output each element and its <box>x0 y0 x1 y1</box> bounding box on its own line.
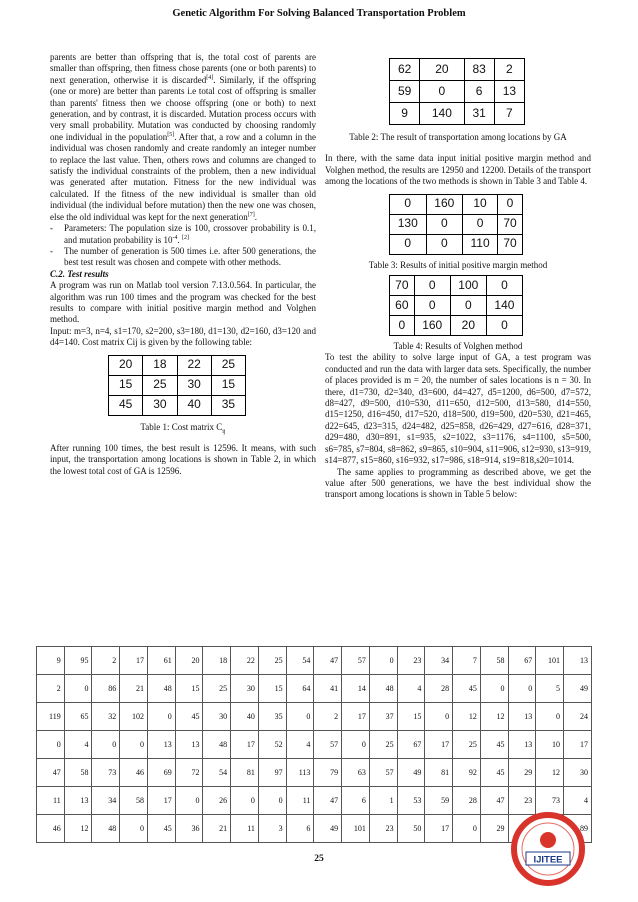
page-number: 25 <box>314 854 324 864</box>
table-row <box>109 375 246 395</box>
table-cell: 61 <box>147 647 175 675</box>
ga-result-table <box>389 58 525 125</box>
table-cell: 58 <box>120 787 148 815</box>
table-cell: 7 <box>453 647 481 675</box>
table-cell: 70 <box>498 214 523 234</box>
table-cell: 0 <box>92 731 120 759</box>
table-cell: 0 <box>231 787 259 815</box>
table-cell: 23 <box>397 647 425 675</box>
table-cell: 40 <box>177 395 211 415</box>
table-cell: 30 <box>231 675 259 703</box>
table-cell: 12 <box>453 703 481 731</box>
table-cell: 1 <box>369 787 397 815</box>
table-cell: 63 <box>342 759 370 787</box>
table-cell: 47 <box>314 787 342 815</box>
paragraph-comparison: In there, with the same data input initial positive margin method and Volghen method, the results are 12950 and 12200. Details of the transport among the locations of the two methods is shown in Table 3 and Table 4. <box>325 153 591 187</box>
table-cell: 25 <box>369 731 397 759</box>
parameters-bullet: - Parameters: The population size is 100, crossover probability is 0.1, and mutation probability is $10^{-4}$. [2] <box>50 223 316 245</box>
table-cell: 11 <box>37 787 65 815</box>
table-cell: 2 <box>494 59 524 81</box>
table-row <box>109 395 246 415</box>
table-cell: 0 <box>453 815 481 843</box>
table-cell: 0 <box>147 703 175 731</box>
paragraph-best-result: After running 100 times, the best result is 12596. It means, with such input, the transportation among locations is shown in Table 2, in which the lowest total cost of GA is 12596. <box>50 442 316 476</box>
table3-caption: Table 3: Results of initial positive margin method <box>368 259 548 270</box>
table-cell: 0 <box>342 731 370 759</box>
table-cell: 0 <box>120 815 148 843</box>
table-cell: 23 <box>508 787 536 815</box>
table-cell: 18 <box>203 647 231 675</box>
table-row <box>390 214 523 234</box>
table-cell: 17 <box>120 647 148 675</box>
cost-matrix-table <box>108 355 246 416</box>
table-cell: 45 <box>109 395 143 415</box>
svg-text:IJITEE: IJITEE <box>533 854 563 866</box>
table-cell: 160 <box>414 316 450 336</box>
table-row <box>37 815 592 843</box>
table-cell: 81 <box>425 759 453 787</box>
table-cell: 73 <box>536 787 564 815</box>
table-cell: 0 <box>390 234 427 254</box>
table-row <box>390 234 523 254</box>
table-cell: 0 <box>64 675 92 703</box>
table-cell: 28 <box>425 675 453 703</box>
table-cell: 24 <box>564 703 592 731</box>
table-cell: 25 <box>453 731 481 759</box>
table-cell: 31 <box>464 103 494 125</box>
table-cell: 30 <box>203 703 231 731</box>
table-cell: 64 <box>286 675 314 703</box>
table-cell: 97 <box>258 759 286 787</box>
volghen-table <box>389 275 523 336</box>
table-cell: 0 <box>414 276 450 296</box>
table-cell: 37 <box>369 703 397 731</box>
table-cell: 17 <box>425 731 453 759</box>
table-cell: 0 <box>425 703 453 731</box>
table-cell: 26 <box>203 787 231 815</box>
paragraph-genetic-operators: parents are better than offspring that is, the total cost of parents are smaller than offspring, then fitness chose parents (one or both parents) to next generation, otherwise it is discarded[4]. Similarly, if the offspring (one or more) are better than parents i.e total cost of offspring is smaller than parents' fitness then we choose offspring (one or both) to next generation, and by contrast, it is discarded. Mutation process occurs with very small probability. Mutation was conducted by choosing randomly one individual in the population[5]. After that, a row and a column in the individual was chosen randomly and create randomly an integer number to replace the last value. Then, others rows and columns are changed to satisfy the individual constraints of the problem, then a new individual was generated after mutation. Fitness for the new individual was calculated. If the fitness of the new individual is smaller than old individual (the individual before mutation) then the new one was chosen, else the old individual was kept for the next generation[7]. <box>50 52 316 222</box>
table-cell: 48 <box>147 675 175 703</box>
table-cell: 48 <box>92 815 120 843</box>
table-cell: 59 <box>425 787 453 815</box>
table-cell: 4 <box>564 787 592 815</box>
table-row <box>390 316 523 336</box>
table-cell: 17 <box>425 815 453 843</box>
table-cell: 57 <box>342 647 370 675</box>
table-cell: 3 <box>258 815 286 843</box>
table-cell: 53 <box>397 787 425 815</box>
table-cell: 92 <box>453 759 481 787</box>
table-cell: 0 <box>420 81 464 103</box>
table-cell: 89 <box>564 815 592 843</box>
table-cell: 11 <box>286 787 314 815</box>
table-cell: 13 <box>175 731 203 759</box>
table-cell: 34 <box>92 787 120 815</box>
table-cell: 5 <box>536 675 564 703</box>
table-cell: 65 <box>64 703 92 731</box>
table-cell: 32 <box>92 703 120 731</box>
table-cell: 21 <box>203 815 231 843</box>
table-cell: 10 <box>536 731 564 759</box>
table-cell: 13 <box>494 81 524 103</box>
table-cell: 72 <box>175 759 203 787</box>
table-cell: 22 <box>231 647 259 675</box>
table-cell: 13 <box>508 703 536 731</box>
table-cell: 70 <box>390 276 415 296</box>
table-cell: 49 <box>397 759 425 787</box>
table-cell: 7 <box>494 103 524 125</box>
table-cell: 0 <box>369 647 397 675</box>
table-cell: 15 <box>397 703 425 731</box>
table-cell: 15 <box>258 675 286 703</box>
table-cell: 45 <box>453 675 481 703</box>
positive-margin-table <box>389 194 523 255</box>
table2-caption: Table 2: The result of transportation among locations by GA <box>349 132 567 142</box>
table-cell: 54 <box>203 759 231 787</box>
table-row <box>37 731 592 759</box>
table-cell: 46 <box>120 759 148 787</box>
table-cell: 45 <box>480 759 508 787</box>
table-row <box>37 787 592 815</box>
table-cell: 9 <box>390 103 420 125</box>
table-cell: 95 <box>64 647 92 675</box>
table-cell: 113 <box>286 759 314 787</box>
best-individual-table <box>36 646 592 843</box>
running-header: Genetic Algorithm For Solving Balanced Transportation Problem <box>172 8 466 19</box>
table-cell: 140 <box>486 296 522 316</box>
table-cell: 25 <box>143 375 177 395</box>
table-cell: 59 <box>390 81 420 103</box>
table-cell: 0 <box>258 787 286 815</box>
table-cell: 36 <box>175 815 203 843</box>
table-cell: 47 <box>37 759 65 787</box>
table-cell: 0 <box>426 234 463 254</box>
table-row <box>37 703 592 731</box>
table-cell: 22 <box>177 355 211 375</box>
table-cell: 0 <box>508 675 536 703</box>
left-column <box>50 52 316 477</box>
table-cell: 49 <box>564 675 592 703</box>
table-cell: 15 <box>109 375 143 395</box>
table-cell: 0 <box>286 703 314 731</box>
table-cell: 34 <box>425 647 453 675</box>
table-cell: 35 <box>258 703 286 731</box>
table-cell: 25 <box>203 675 231 703</box>
table-cell: 57 <box>369 759 397 787</box>
table-cell: 110 <box>463 234 498 254</box>
table-cell: 0 <box>175 787 203 815</box>
table-cell: 119 <box>37 703 65 731</box>
table-cell: 140 <box>420 103 464 125</box>
paragraph-input: Input: m=3, n=4, s1=170, s2=200, s3=180, d1=130, d2=160, d3=120 and d4=140. Cost matrix Cij is given by the following table: <box>50 325 316 348</box>
table-cell: 47 <box>314 647 342 675</box>
table-row <box>390 103 525 125</box>
table-row <box>390 59 525 81</box>
table-cell: 6 <box>286 815 314 843</box>
table-cell: 54 <box>286 647 314 675</box>
table-cell: 29 <box>508 759 536 787</box>
table-cell: 102 <box>120 703 148 731</box>
table-cell: 0 <box>426 214 463 234</box>
table-row <box>390 81 525 103</box>
table-cell: 160 <box>426 194 463 214</box>
right-column <box>325 58 591 501</box>
table-cell: 0 <box>450 296 486 316</box>
table-cell: 30 <box>143 395 177 415</box>
table-cell: 46 <box>37 815 65 843</box>
table-cell: 15 <box>175 675 203 703</box>
table-row <box>37 675 592 703</box>
table-cell: 10 <box>463 194 498 214</box>
table-cell: 60 <box>390 296 415 316</box>
table-cell: 11 <box>231 815 259 843</box>
table-cell: 0 <box>536 703 564 731</box>
table-row <box>109 355 246 375</box>
table-cell: 101 <box>342 815 370 843</box>
table-cell: 12 <box>536 759 564 787</box>
table-cell: 48 <box>203 731 231 759</box>
table-cell: 86 <box>92 675 120 703</box>
table-cell: 0 <box>480 675 508 703</box>
table-cell: 15 <box>211 375 245 395</box>
table-cell: 4 <box>64 731 92 759</box>
table-cell: 6 <box>342 787 370 815</box>
table-cell: 0 <box>463 214 498 234</box>
table-cell: 130 <box>390 214 427 234</box>
table-cell: 100 <box>450 276 486 296</box>
table-cell: 69 <box>147 759 175 787</box>
paragraph-large-input: To test the ability to solve large input of GA, a test program was conducted and run the data with larger data sets. Specifically, the number of places provided is m = 20, the number of sales locations is n = 30. In there, d1=730, d2=340, d3=600, d4=427, d5=1200, d6=500, d7=572, d8=427, d9=500, d10=530, d11=650, d12=500, d13=580, d14=550, d15=1250, d16=450, d17=520, d18=500, d19=500, d20=530, d21=465, d22=645, d23=315, d24=482, d25=858, d26=429, d27=616, d28=371, d29=480, d30=891, s1=935, s2=1022, s3=1176, s4=1100, s5=500, s6=785, s7=804, s8=862, s9=865, s10=904, s11=906, s12=930, s13=919, s14=877, s15=860, s16=932, s17=986, s18=914, s19=818,s20=1014. <box>325 352 591 466</box>
paragraph-table5-intro: The same applies to programming as described above, we get the value after 500 generations, we have the best individual show the transport among locations is shown in Table 5 below: <box>325 466 591 500</box>
table-cell: 0 <box>498 194 523 214</box>
table-cell: 2 <box>92 647 120 675</box>
table-cell: 14 <box>342 675 370 703</box>
paragraph-program-run: A program was run on Matlab tool version 7.13.0.564. In particular, the algorithm was run 100 times and the program was checked for the best results to compare with initial positive margin method and Volghen method. <box>50 280 316 325</box>
section-heading-test-results: C.2. Test results <box>50 268 109 279</box>
table-cell: 50 <box>397 815 425 843</box>
table-row <box>37 759 592 787</box>
table-cell: 12 <box>480 703 508 731</box>
table-cell: 20 <box>420 59 464 81</box>
table-cell: 0 <box>486 276 522 296</box>
table-cell: 13 <box>508 731 536 759</box>
table-cell: 20 <box>450 316 486 336</box>
table-cell: 0 <box>390 194 427 214</box>
table-cell: 79 <box>314 759 342 787</box>
table-cell: 20 <box>109 355 143 375</box>
table-cell: 47 <box>480 787 508 815</box>
table-cell: 13 <box>564 647 592 675</box>
table-cell: 35 <box>211 395 245 415</box>
table-cell: 81 <box>231 759 259 787</box>
table-cell: 67 <box>508 647 536 675</box>
table-cell: 0 <box>486 316 522 336</box>
table-cell: 48 <box>369 675 397 703</box>
table-cell: 20 <box>175 647 203 675</box>
table-cell: 58 <box>480 647 508 675</box>
table-cell: 12 <box>64 815 92 843</box>
table-cell: 45 <box>175 703 203 731</box>
table-cell: 4 <box>397 675 425 703</box>
table-cell: 0 <box>390 316 415 336</box>
table-cell: 62 <box>390 59 420 81</box>
table-cell: 4 <box>286 731 314 759</box>
table-cell: 67 <box>397 731 425 759</box>
table-cell: 45 <box>147 815 175 843</box>
table-row <box>390 276 523 296</box>
table-cell: 25 <box>211 355 245 375</box>
table-row <box>37 647 592 675</box>
table-cell: 30 <box>564 759 592 787</box>
table4-caption: Table 4: Results of Volghen method <box>393 341 523 352</box>
table-cell: 0 <box>37 731 65 759</box>
table1-caption: Table 1: Cost matrix $C_{ij}$ <box>140 421 226 435</box>
table-cell: 13 <box>147 731 175 759</box>
table-cell: 41 <box>314 675 342 703</box>
table-cell: 17 <box>564 731 592 759</box>
table-cell: 2 <box>314 703 342 731</box>
table-row <box>390 194 523 214</box>
ijitee-logo <box>511 812 585 886</box>
table-cell: 29 <box>480 815 508 843</box>
table-cell: 45 <box>480 731 508 759</box>
table-cell: 13 <box>64 787 92 815</box>
table-cell: 73 <box>92 759 120 787</box>
table-cell: 6 <box>464 81 494 103</box>
table-cell: 17 <box>342 703 370 731</box>
table-cell: 49 <box>314 815 342 843</box>
table-cell: 58 <box>64 759 92 787</box>
table-cell: 28 <box>453 787 481 815</box>
table-cell: 0 <box>414 296 450 316</box>
table-cell: 52 <box>258 731 286 759</box>
table-cell: 18 <box>143 355 177 375</box>
table-cell: 2 <box>37 675 65 703</box>
table-row <box>390 296 523 316</box>
table-cell: 23 <box>369 815 397 843</box>
table-cell: 57 <box>314 731 342 759</box>
table-cell: 17 <box>231 731 259 759</box>
table-cell: 40 <box>231 703 259 731</box>
table-cell: 25 <box>258 647 286 675</box>
table-cell: 70 <box>498 234 523 254</box>
table-cell: 17 <box>147 787 175 815</box>
table-cell: 101 <box>536 647 564 675</box>
generations-bullet: - The number of generation is 500 times i.e. after 500 generations, the best test result was chosen and compete with other methods. <box>50 245 316 268</box>
table-cell: 30 <box>177 375 211 395</box>
table-cell: 83 <box>464 59 494 81</box>
table-cell: 9 <box>37 647 65 675</box>
table-cell: 0 <box>120 731 148 759</box>
table-cell: 21 <box>120 675 148 703</box>
